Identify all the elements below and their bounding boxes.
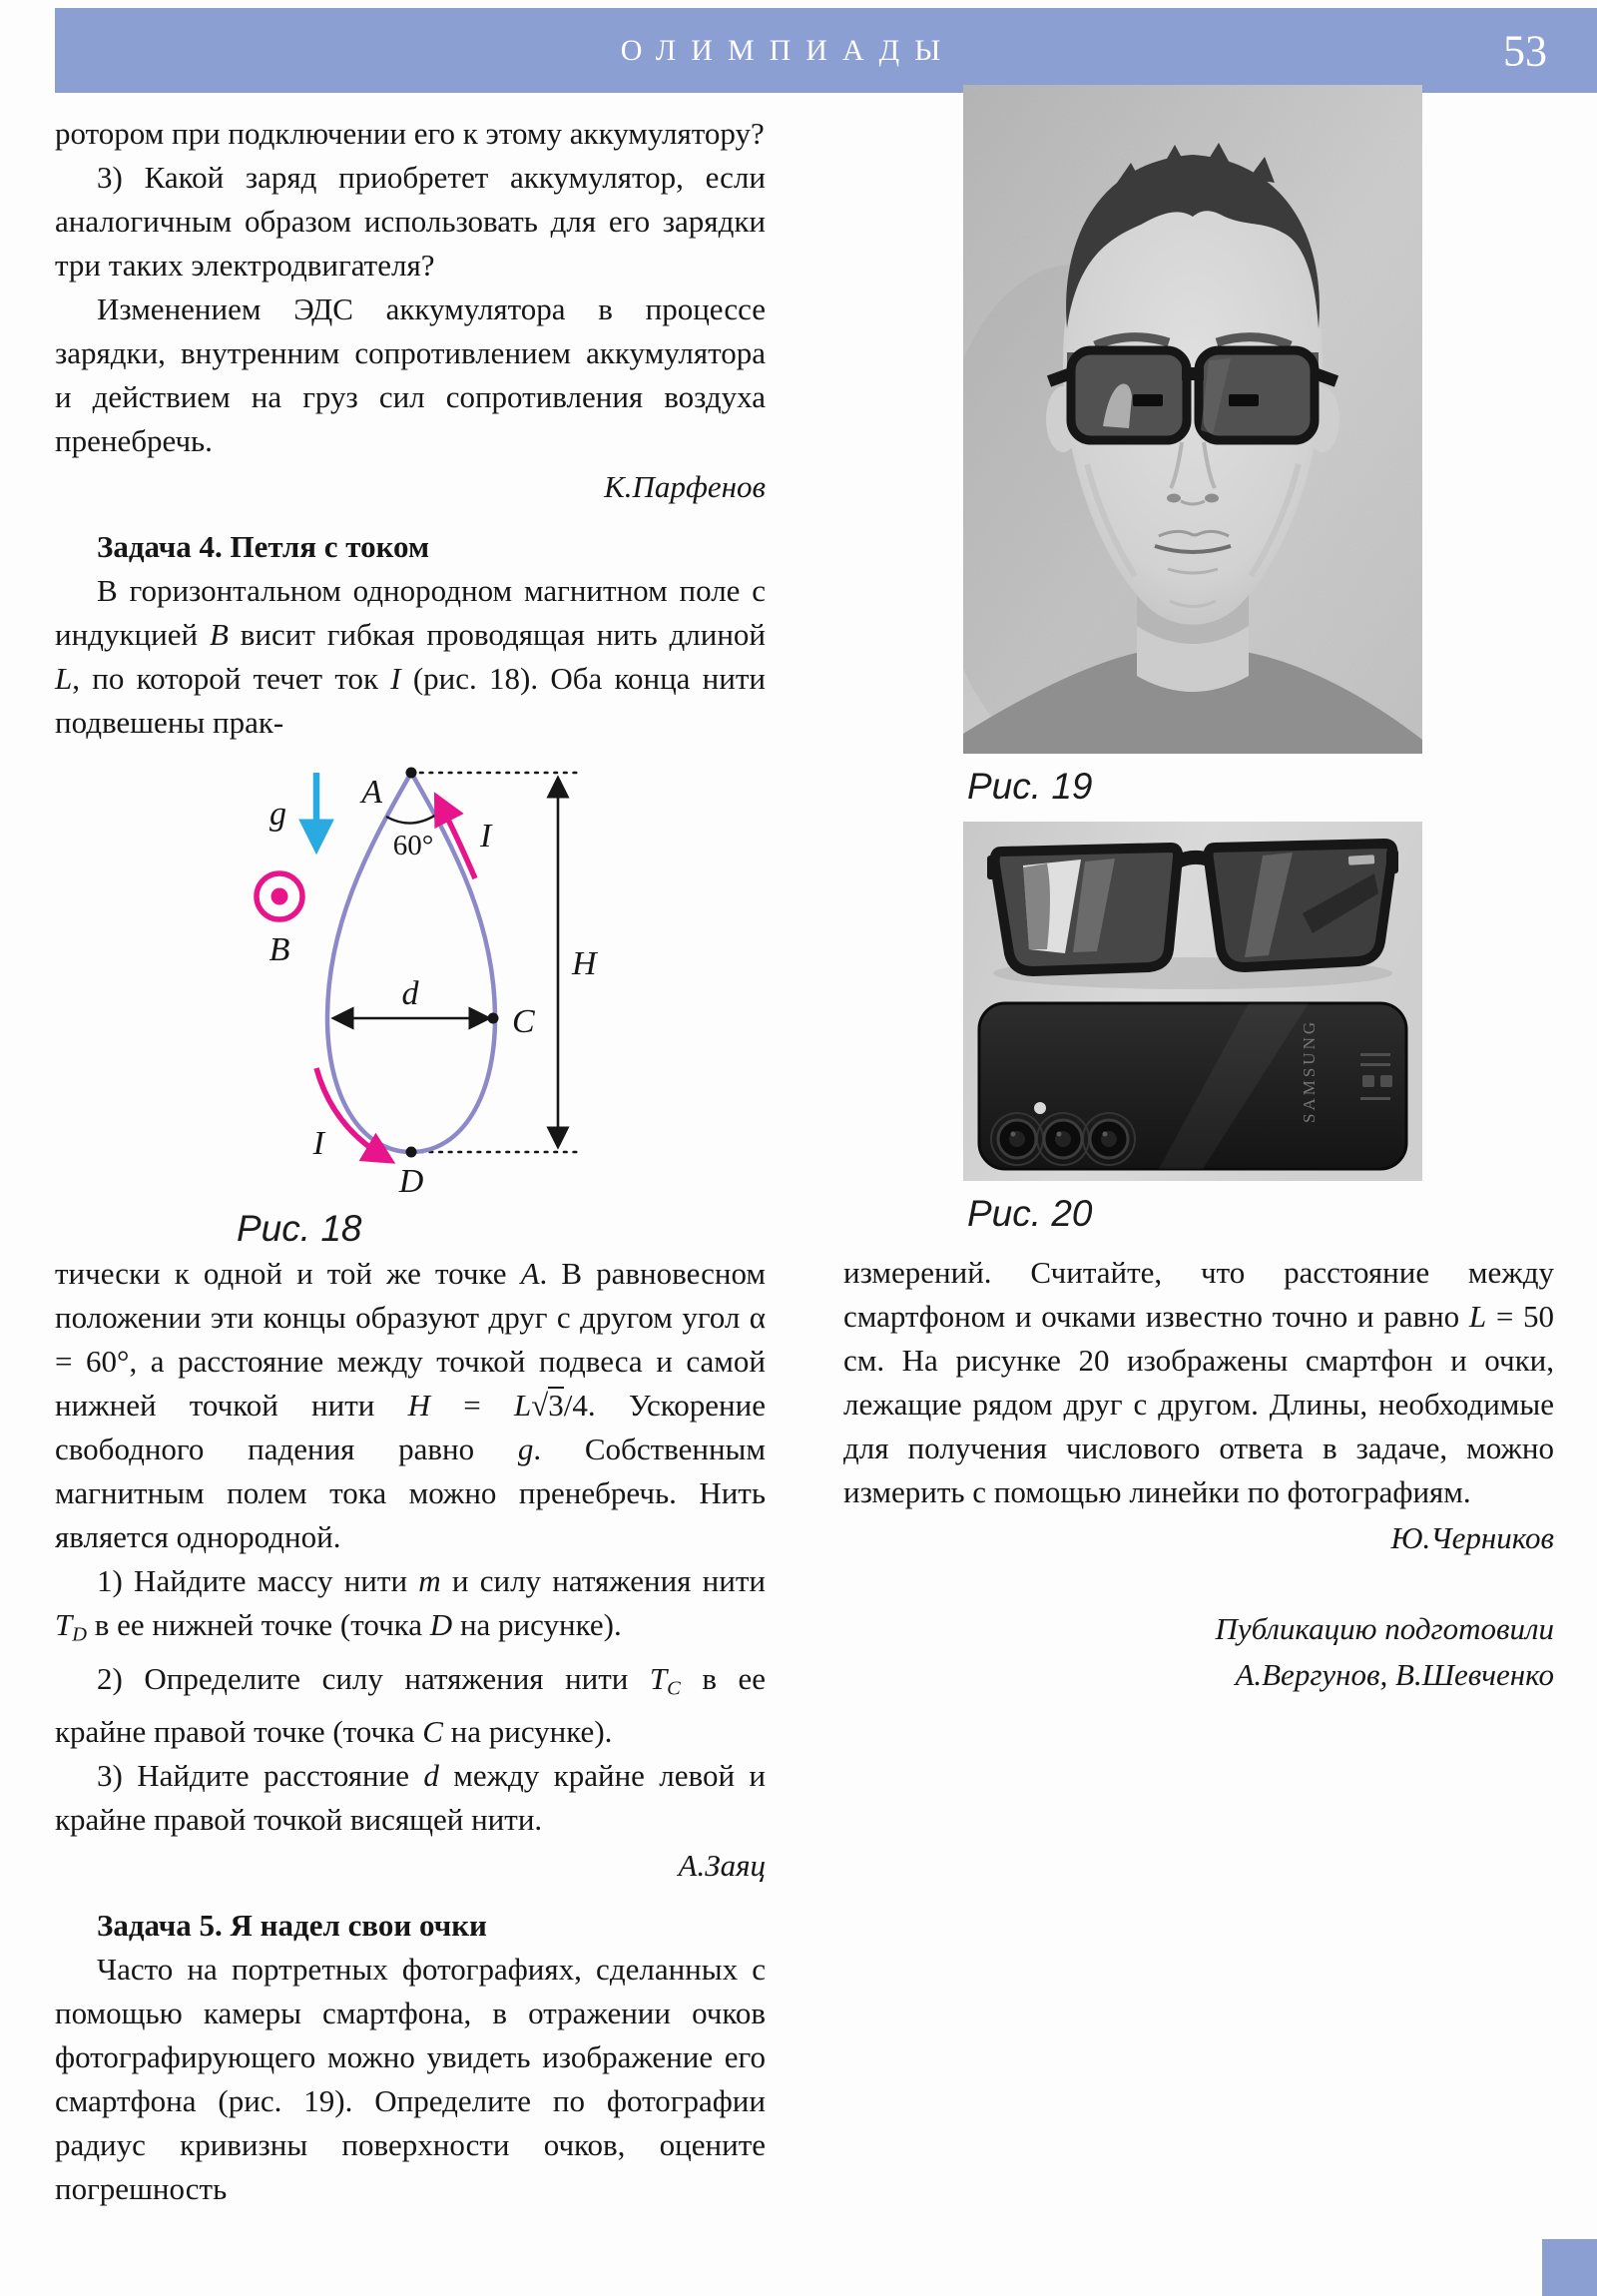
glasses-and-phone-photo bbox=[963, 822, 1422, 1181]
paragraph-rotor: ротором при подключении его к этому аккумулятору? bbox=[55, 116, 765, 151]
figure-20-caption: Рис. 20 bbox=[967, 1193, 1093, 1234]
figure-19 bbox=[963, 85, 1422, 808]
point-A bbox=[406, 768, 417, 779]
phone-brand-text: SAMSUNG bbox=[1300, 1018, 1319, 1123]
task4-question-3: 3) Найдите расстояние d между крайне левой и крайне правой точкой висящей нити. bbox=[55, 1758, 766, 1838]
task4-heading: Задача 4. Петля с током bbox=[97, 529, 430, 564]
author-signature-parfenov: К.Парфенов bbox=[604, 469, 766, 504]
figure-19-caption: Рис. 19 bbox=[967, 766, 1093, 807]
paragraph-emf: Изменением ЭДС аккумулятора в процессе зарядки, внутренним сопротивлением аккумулятора и действием на груз сил сопротивления воздуха пренебречь. bbox=[55, 291, 766, 458]
b-field-symbol bbox=[257, 873, 302, 919]
left-nostril bbox=[1167, 494, 1181, 503]
task4-continuation: тически к одной и той же точке A. В равновесном положении эти концы образуют друг с другом угол α = 60°, а расстояние между точкой подвеса и самой нижней точкой нити H = L√3/4. Ускорение свободного падения равно g. Собственным магнитным полем тока можно пренебречь. Нить является однородной. bbox=[55, 1256, 766, 1554]
label-H: H bbox=[572, 945, 597, 982]
portrait-photo bbox=[963, 85, 1422, 754]
label-current-bottom: I bbox=[312, 1125, 324, 1162]
figure-20 bbox=[963, 822, 1422, 1235]
task4-question-2: 2) Определите силу натяжения нити TC в ее крайне правой точке (точка C на рисунке). bbox=[55, 1660, 766, 1750]
paragraph-charge: 3) Какой заряд приобретет аккумулятор, если аналогичным образом использовать для его зарядки три таких электродвигателя? bbox=[55, 160, 766, 283]
label-angle: 60° bbox=[392, 830, 434, 861]
flash-dot bbox=[1034, 1102, 1046, 1114]
section-title: ОЛИМПИАДЫ bbox=[620, 33, 956, 67]
label-current-top: I bbox=[480, 818, 492, 855]
label-A: A bbox=[361, 774, 382, 811]
author-signature-zayats: А.Заяц bbox=[678, 1848, 766, 1884]
label-d: d bbox=[401, 975, 419, 1012]
author-signature-chernikov: Ю.Черников bbox=[1390, 1520, 1554, 1555]
label-g: g bbox=[269, 796, 286, 833]
left-column bbox=[55, 112, 766, 2211]
paragraph-measurements: измерений. Считайте, что расстояние между смартфоном и очками известно точно и равно L = 50 см. На рисунке 20 изображены смартфон и очки, лежащие рядом друг с другом. Длины, необходимые для получения числового ответа в задаче, можно измерить с помощью линейки по фотографиям. bbox=[843, 1255, 1555, 1509]
label-C: C bbox=[512, 1003, 535, 1040]
phone-reflection-right bbox=[1229, 394, 1259, 406]
task5-heading: Задача 5. Я надел свои очки bbox=[97, 1908, 487, 1944]
figure-18 bbox=[149, 757, 618, 1250]
lens-logo-glint bbox=[1348, 855, 1374, 864]
figure-18-caption: Рис. 18 bbox=[237, 1208, 362, 1249]
point-C bbox=[488, 1013, 499, 1024]
right-column bbox=[843, 85, 1554, 1698]
task5-text: Часто на портретных фотографиях, сделанных с помощью камеры смартфона, в отражении очков фотографирующего можно увидеть изображение его смартфона (рис. 19). Определите по фотографии радиус кривизны поверхности очков, оцените погрешность bbox=[55, 1952, 766, 2207]
publication-credits bbox=[843, 1606, 1554, 1698]
task4-question-1: 1) Найдите массу нити m и силу натяжения нити TD в ее нижней точке (точка D на рисунке). bbox=[55, 1563, 766, 1646]
task4-intro: В горизонтальном однородном магнитном поле с индукцией B висит гибкая проводящая нить длиной L, по которой течет ток I (рис. 18). Оба конца нити подвешены прак- bbox=[55, 573, 767, 740]
angle-arc bbox=[386, 815, 436, 824]
right-nostril bbox=[1205, 494, 1219, 503]
header-bar bbox=[55, 8, 1597, 93]
point-D bbox=[406, 1147, 417, 1158]
current-arrow-top bbox=[440, 804, 475, 878]
phone-reflection-left bbox=[1133, 394, 1163, 406]
corner-decoration bbox=[1542, 2239, 1597, 2296]
label-D: D bbox=[398, 1163, 424, 1200]
page-number: 53 bbox=[1503, 26, 1547, 75]
credits-line-1: Публикацию подготовили bbox=[1215, 1611, 1554, 1646]
label-B: B bbox=[268, 931, 290, 968]
figure-18-diagram bbox=[149, 757, 618, 1201]
credits-line-2: А.Вергунов, В.Шевченко bbox=[1235, 1657, 1554, 1692]
smartphone bbox=[979, 1003, 1406, 1169]
